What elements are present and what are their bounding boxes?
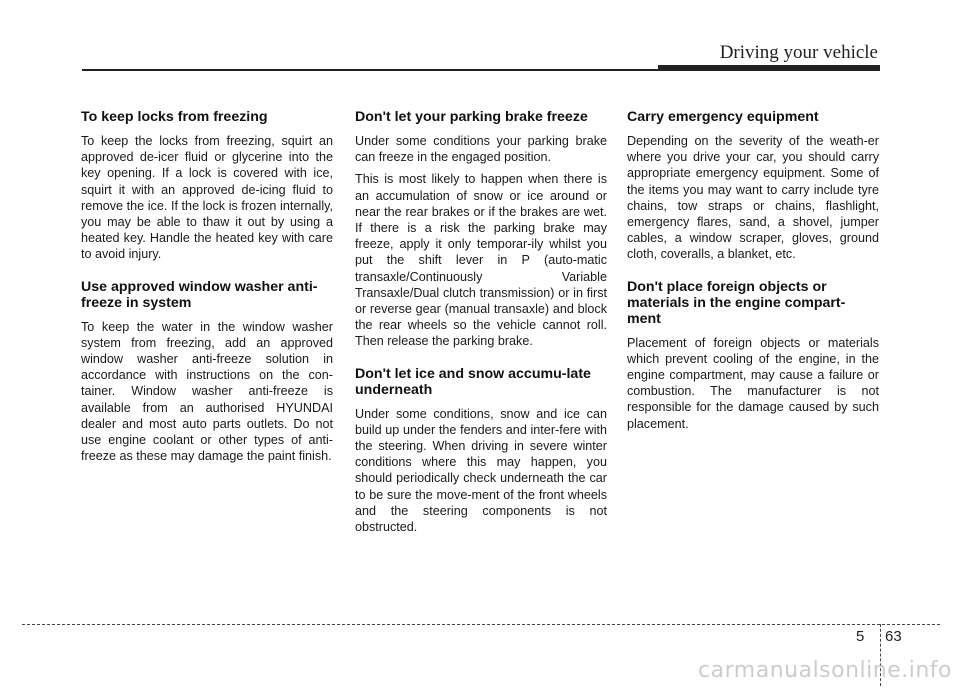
section-paragraph: This is most likely to happen when there is an accumulation of snow or ice around or near the rear brakes or if the brakes are wet. If there is a risk the parking brake may freeze, apply it only temporar-ily whilst you put the shift lever in P (auto-matic transaxle/Continuously Variable Transaxle/Dual clutch transmission) or in first or reverse gear (manual transaxle) and block the rear wheels so the vehicle cannot roll. Then release the parking brake. [355,172,607,349]
section-paragraph: Depending on the severity of the weath-er where you drive your car, you should carry appropriate emergency equipment. Some of the items you may want to carry include tyre chains, tow straps or chains, flashlight, emergency flares, sand, a shovel, jumper cables, a window scraper, gloves, ground cloth, coveralls, a blanket, etc. [627,134,879,262]
header-rule-accent [658,65,880,71]
section-paragraph: To keep the water in the window washer system from freezing, add an approved window washer anti-freeze solution in accordance with instructions on the con-tainer. Window washer anti-freeze is available from an authorised HYUNDAI dealer and most auto parts outlets. Do not use engine coolant or other types of anti-freeze as these may damage the paint finish. [81,319,333,464]
column-3 [627,109,879,448]
watermark: carmanualsonline.info [698,658,952,683]
section-heading: To keep locks from freezing [81,109,268,125]
column-2 [355,109,607,551]
section-locks [81,109,333,263]
section-washer [81,279,333,465]
section-foreign-objects [627,279,879,432]
footer-rule [22,624,940,625]
section-emergency-equipment [627,109,879,263]
section-heading: Use approved window washer anti-freeze in system [81,278,318,311]
page-number: 63 [885,628,902,645]
section-heading: Carry emergency equipment [627,109,819,125]
section-ice-snow [355,366,607,536]
section-heading: Don't let your parking brake freeze [355,109,588,125]
section-heading: Don't let ice and snow accumu-late underneath [355,365,591,398]
section-paragraph: To keep the locks from freezing, squirt an approved de-icer fluid or glycerine into the key opening. If a lock is covered with ice, squirt it with an approved de-icing fluid to remove the ice. If the lock is frozen internally, you may be able to thaw it out by using a heated key. Handle the heated key with care to avoid injury. [81,134,333,262]
section-paragraph: Under some conditions, snow and ice can build up under the fenders and inter-fere with the steering. When driving in severe winter conditions where this may happen, you should periodically check underneath the car to be sure the move-ment of the front wheels and the steering components is not obstructed. [355,406,607,535]
column-1 [81,109,333,480]
section-title: Driving your vehicle [719,42,878,63]
section-paragraph: Under some conditions your parking brake can freeze in the engaged position. [355,134,607,165]
chapter-number: 5 [856,628,865,645]
section-parking-brake [355,109,607,350]
section-heading: Don't place foreign objects or materials in the engine compart-ment [627,278,846,327]
section-paragraph: Placement of foreign objects or materials which prevent cooling of the engine, in the engine compartment, may cause a failure or combustion. The manufacturer is not responsible for the damage caused by such placement. [627,335,879,431]
